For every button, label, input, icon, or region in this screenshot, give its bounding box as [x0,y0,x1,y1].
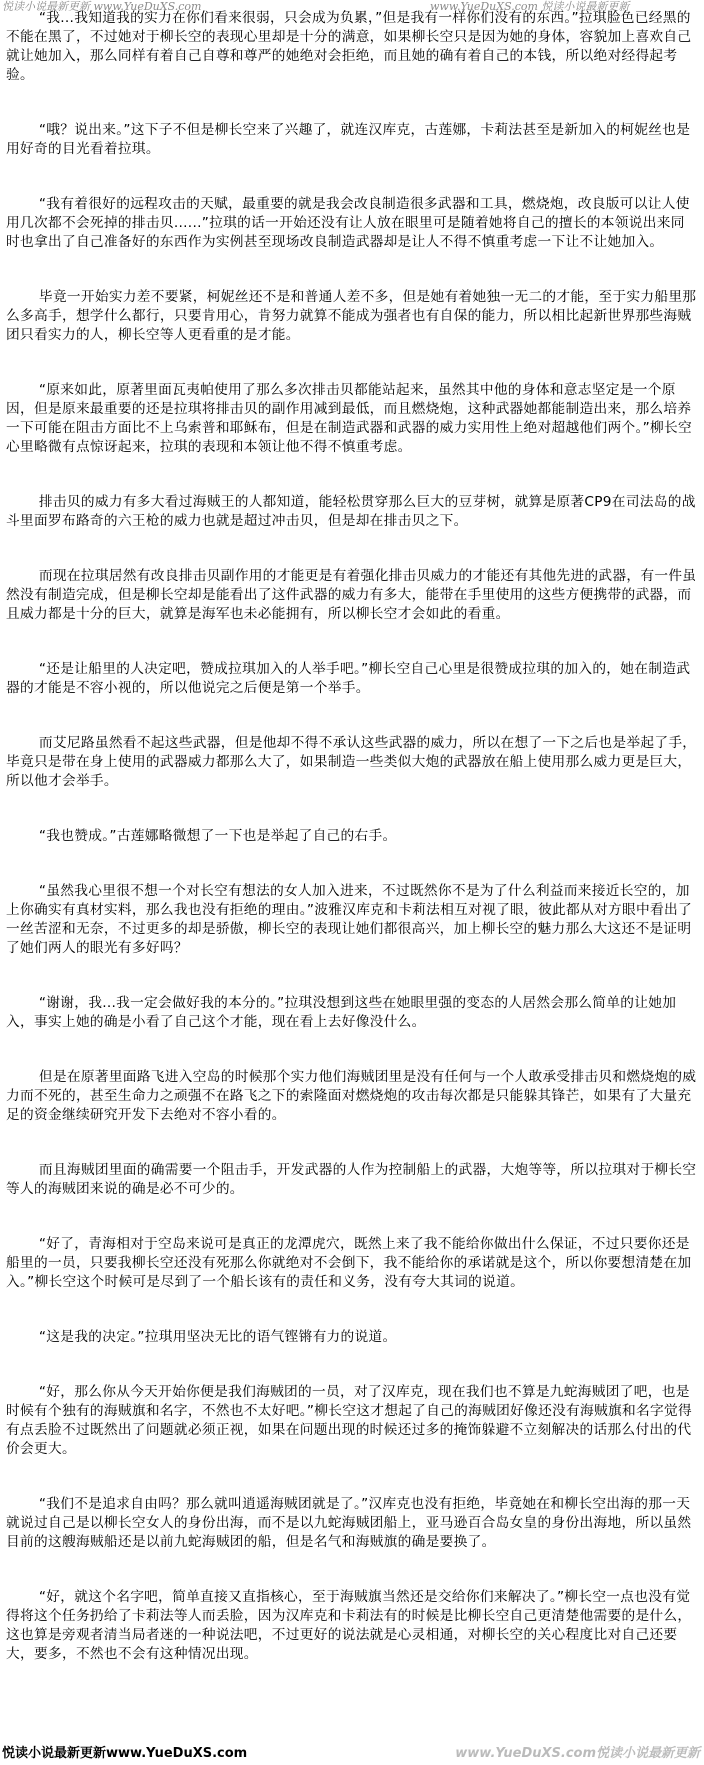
paragraph: “我有着很好的远程攻击的天赋，最重要的就是我会改良制造很多武器和工具，燃烧炮，改良版可以让人使用几次都不会死掉的排击贝......”拉琪的话一开始还没有让人放在眼里可是随着她将自己的擅长的本领说出来同时也拿出了自己准备好的东西作为实例甚至现场改良制造武器却是让人不得不慎重考虑一下让不让她加入。 [6,196,690,250]
paragraph: 而现在拉琪居然有改良排击贝副作用的才能更是有着强化排击贝威力的才能还有其他先进的武器，有一件虽然没有制造完成，但是柳长空却是能看出了这件武器的威力有多大，能带在手里使用的这些方便携带的武器，而且威力都是十分的巨大，就算是海军也未必能拥有，所以柳长空才会如此的看重。 [6,568,697,622]
article-body [6,9,698,1664]
paragraph: “我...我知道我的实力在你们看来很弱，只会成为负累，”但是我有一样你们没有的东西。”拉琪脸色已经黑的不能在黑了，不过她对于柳长空的表现心里却是十分的满意，如果柳长空只是因为她的身体，容貌加上喜欢自己就让她加入，那么同样有着自己自尊和尊严的她绝对会拒绝，而且她的确有着自己的本钱，所以绝对经得起考验。 [6,10,692,83]
paragraph: 毕竟一开始实力差不要紧，柯妮丝还不是和普通人差不多，但是她有着她独一无二的才能，至于实力船里那么多高手，想学什么都行，只要肯用心，肯努力就算不能成为强者也有自保的能力，所以相比起新世界那些海贼团只看实力的人，柳长空等人更看重的是才能。 [6,289,697,343]
footer-watermark: www.YueDuXS.com悦读小说最新更新 [455,1746,700,1761]
watermark-footer [0,1743,704,1765]
paragraph: 排击贝的威力有多大看过海贼王的人都知道，能轻松贯穿那么巨大的豆芽树，就算是原著CP9在司法岛的战斗里面罗布路奇的六王枪的威力也就是超过冲击贝，但是却在排击贝之下。 [6,494,696,529]
paragraph: 但是在原著里面路飞进入空岛的时候那个实力他们海贼团里是没有任何与一个人敢承受排击贝和燃烧炮的威力而不死的，甚至生命力之顽强不在路飞之下的索隆面对燃烧炮的攻击每次都是只能躲其锋芒，如果有了大量充足的资金继续研究开发下去绝对不容小看的。 [6,1069,697,1123]
watermark-middle: www.YueDuXS.com 悦读小说最新更新 [430,0,630,13]
paragraph: “这是我的决定。”拉琪用坚决无比的语气铿锵有力的说道。 [38,1329,397,1345]
paragraph: 而艾尼路虽然看不起这些武器，但是他却不得不承认这些武器的威力，所以在想了一下之后也是举起了手，毕竟只是带在身上使用的武器威力都那么大了，如果制造一些类似大炮的武器放在船上使用那么威力更是巨大，所以他才会举手。 [6,735,697,789]
paragraph: “我们不是追求自由吗？那么就叫逍遥海贼团就是了。”汉库克也没有拒绝，毕竟她在和柳长空出海的那一天就说过自己是以柳长空女人的身份出海，而不是以九蛇海贼团船上，亚马逊百合岛女皇的身份出海地，所以虽然目前的这艘海贼船还是以前九蛇海贼团的船，但是名气和海贼旗的确是要换了。 [6,1496,692,1550]
paragraph: “哦？说出来。”这下子不但是柳长空来了兴趣了，就连汉库克，古莲娜，卡莉法甚至是新加入的柯妮丝也是用好奇的目光看着拉琪。 [6,122,691,157]
paragraph: “还是让船里的人决定吧，赞成拉琪加入的人举手吧。”柳长空自己心里是很赞成拉琪的加入的，她在制造武器的才能是不容小视的，所以他说完之后便是第一个举手。 [6,661,691,696]
paragraph: “我也赞成。”古莲娜略微想了一下也是举起了自己的右手。 [38,828,397,844]
paragraph: “好了，青海相对于空岛来说可是真正的龙潭虎穴，既然上来了我不能给你做出什么保证，不过只要你还是船里的一员，只要我柳长空还没有死那么你就绝对不会倒下，我不能给你的承诺就是这个，所以你要想清楚在加入。”柳长空这个时候可是尽到了一个船长该有的责任和义务，没有夸大其词的说道。 [6,1236,692,1290]
paragraph: 而且海贼团里面的确需要一个阻击手，开发武器的人作为控制船上的武器，大炮等等，所以拉琪对于柳长空等人的海贼团来说的确是必不可少的。 [6,1162,697,1197]
paragraph: “原来如此，原著里面瓦夷帕使用了那么多次排击贝都能站起来，虽然其中他的身体和意志坚定是一个原因，但是原来最重要的还是拉琪将排击贝的副作用减到最低，而且燃烧炮，这种武器她都能制造出来，那么培养一下可能在阻击方面比不上乌索普和耶稣布，但是在制造武器和武器的威力实用性上绝对超越他们两个。”柳长空心里略微有点惊讶起来，拉琪的表现和本领让他不得不慎重考虑。 [6,382,692,455]
paragraph: “谢谢，我...我一定会做好我的本分的。”拉琪没想到这些在她眼里强的变态的人居然会那么简单的让她加入，事实上她的确是小看了自己这个才能，现在看上去好像没什么。 [6,995,677,1030]
paragraph: “虽然我心里很不想一个对长空有想法的女人加入进来，不过既然你不是为了什么利益而来接近长空的，加上你确实有真材实料，那么我也没有拒绝的理由。”波雅汉库克和卡莉法相互对视了眼，彼此都从对方眼中看出了一丝苦涩和无奈，不过更多的却是骄傲，柳长空的表现让她们都很高兴，加上柳长空的魅力那么大这还不是证明了她们两人的眼光有多好吗？ [6,883,692,956]
footer-site-link[interactable]: 悦读小说最新更新www.YueDuXS.com [2,1746,248,1761]
paragraph: “好，那么你从今天开始你便是我们海贼团的一员，对了汉库克，现在我们也不算是九蛇海贼团了吧，也是时候有个独有的海贼旗和名字，不然也不太好吧。”柳长空这才想起了自己的海贼团好像还没有海贼旗和名字觉得有点丢脸不过既然出了问题就必须正视，如果在问题出现的时候还过多的掩饰躲避不立刻解决的话那么付出的代价会更大。 [6,1384,692,1457]
watermark-left: 悦读小说最新更新 www.YueDuXS.com [2,0,202,13]
paragraph: “好，就这个名字吧，简单直接又直指核心，至于海贼旗当然还是交给你们来解决了。”柳长空一点也没有觉得将这个任务扔给了卡莉法等人而丢脸，因为汉库克和卡莉法有的时候是比柳长空自己更清楚他需要的是什么，这也算是旁观者清当局者迷的一种说法吧，不过更好的说法就是心灵相通，对柳长空的关心程度比对自己还要大，要多，不然也不会有这种情况出现。 [6,1589,692,1662]
